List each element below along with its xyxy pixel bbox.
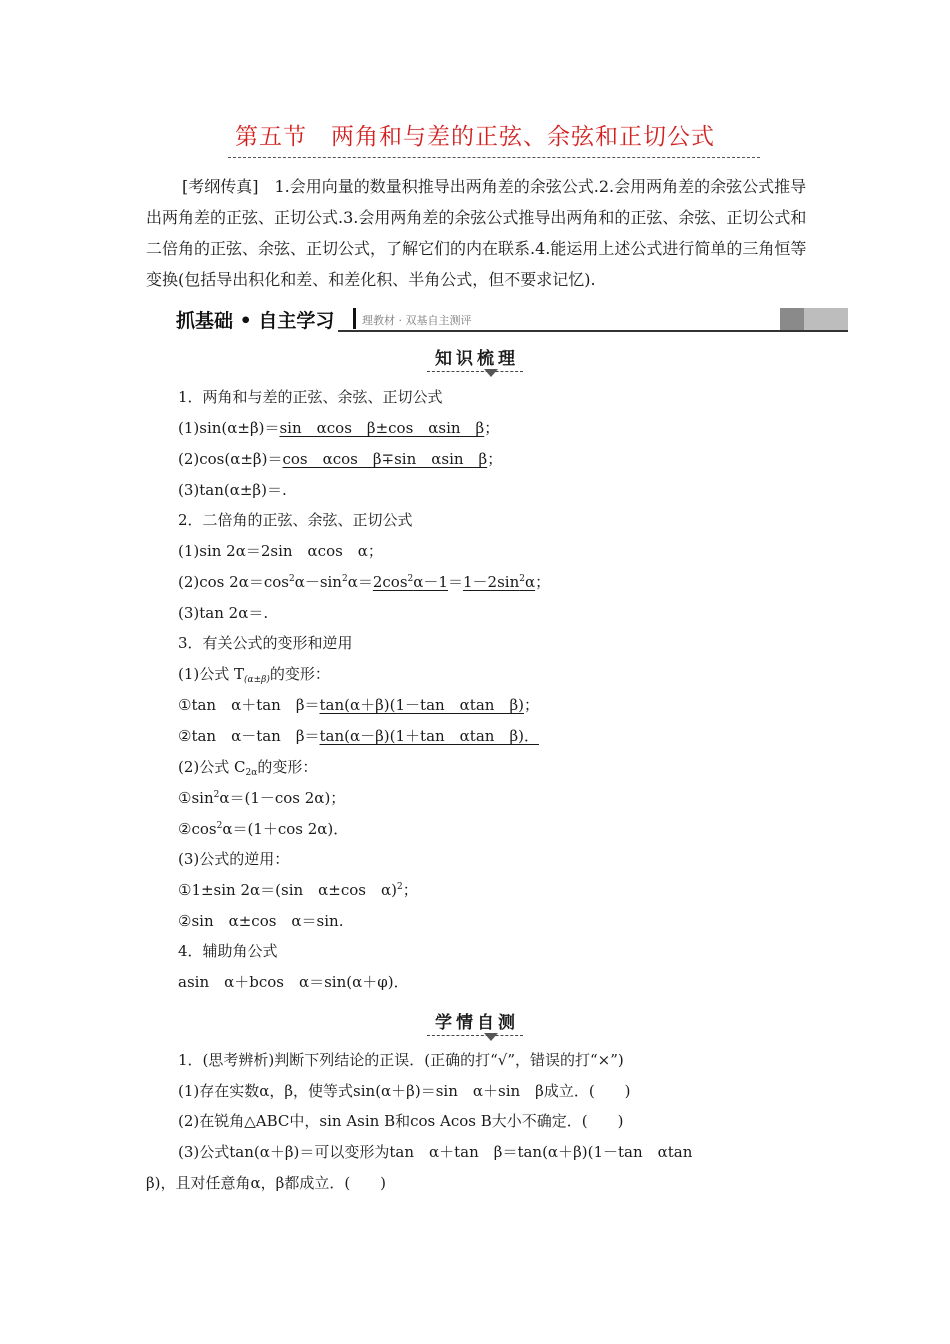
- section-heading-selftest: [0, 1008, 950, 1036]
- formula-auxiliary-angle: asin α＋bcos α＝sin(α＋φ)．: [178, 973, 409, 991]
- formula-cos-double: (2)cos $2\alpha=\cos^2\alpha-\sin^2\alpha=2\cos^2\alpha-1=1-2\sin^2\alpha$；: [178, 573, 551, 591]
- formula-cos-sum: (2)cos(α±β)＝cos αcos β∓sin αsin β；: [178, 450, 503, 468]
- question-1-item-3-cont: β)，且对任意角α，β都成立．( ): [146, 1174, 387, 1192]
- formula-heading-2: 2．二倍角的正弦、余弦、正切公式: [178, 511, 413, 529]
- formula-heading-3: 3．有关公式的变形和逆用: [178, 634, 353, 652]
- formula-inverse-heading: (3)公式的逆用：: [178, 850, 290, 868]
- banner-separator: [353, 308, 356, 329]
- formula-inverse-2: ②sin α±cos α＝sin.: [178, 912, 344, 930]
- question-1-item-1: (1)存在实数α，β，使等式sin(α＋β)＝sin α＋sin β成立．( ): [178, 1082, 631, 1100]
- formula-sin-double: (1)sin 2α＝2sin αcos α；: [178, 542, 383, 560]
- formula-tan-diff-variant: ②tan α－tan β＝tan(α－β)(1＋tan αtan β)．: [178, 727, 539, 745]
- heading-arrow-icon: [484, 1033, 498, 1041]
- formula-sin-sum: (1)sin(α±β)＝sin αcos β±cos αsin β；: [178, 419, 500, 437]
- banner-dark-block: [780, 308, 804, 330]
- title-divider: [228, 157, 760, 158]
- formula-heading-1: 1．两角和与差的正弦、余弦、正切公式: [178, 388, 443, 406]
- question-1-item-3: (3)公式tan(α＋β)＝可以变形为tan α＋tan β＝tan(α＋β)(1－tan αtan: [178, 1143, 693, 1161]
- banner-title: 抓基础 • 自主学习: [176, 306, 338, 333]
- question-1: 1．(思考辨析)判断下列结论的正误．(正确的打“√”，错误的打“×”): [178, 1051, 624, 1069]
- formula-sin-square: $①\sin^2\alpha=(1-\cos$ 2α)；: [178, 789, 346, 807]
- formula-t-variant-heading: (1)公式 $T_{(\alpha\pm\beta)}$的变形：: [178, 665, 330, 685]
- banner-subtitle: 理教材 · 双基自主测评: [362, 314, 472, 327]
- section-heading-label: 学情自测: [427, 1008, 523, 1036]
- section-banner: [176, 308, 848, 332]
- formula-tan-sum: (3)tan(α±β)＝.: [178, 481, 287, 499]
- formula-tan-sum-variant: ①tan α＋tan β＝tan(α＋β)(1－tan αtan β)；: [178, 696, 539, 714]
- page-title: 第五节 两角和与差的正弦、余弦和正切公式: [235, 124, 715, 150]
- formula-heading-4: 4．辅助角公式: [178, 942, 278, 960]
- section-heading-knowledge: [0, 344, 950, 372]
- syllabus-paragraph: [考纲传真] 1.会用向量的数量积推导出两角差的余弦公式.2.会用两角差的余弦公式推导出两角差的正弦、正切公式.3.会用两角差的余弦公式推导出两角和的正弦、余弦、正切公式和二倍角的正弦、余弦、正切公式，了解它们的内在联系.4.能运用上述公式进行简单的三角恒等变换(包括导出积化和差、和差化积、半角公式，但不要求记忆).: [146, 177, 807, 289]
- question-1-item-2: (2)在锐角△ABC中，sin Asin B和cos Acos B大小不确定．( ): [178, 1112, 624, 1130]
- formula-inverse-1: ①1±sin 2α＝(sin α±cos α)$^2$；: [178, 881, 418, 899]
- formula-c-variant-heading: (2)公式 $C_{2\alpha}$的变形：: [178, 758, 318, 778]
- heading-arrow-icon: [484, 369, 498, 377]
- formula-cos-square: $②\cos^2\alpha=(1+\cos$ 2α)．: [178, 820, 349, 838]
- formula-tan-double: (3)tan 2α＝.: [178, 604, 269, 622]
- section-heading-label: 知识梳理: [427, 344, 523, 372]
